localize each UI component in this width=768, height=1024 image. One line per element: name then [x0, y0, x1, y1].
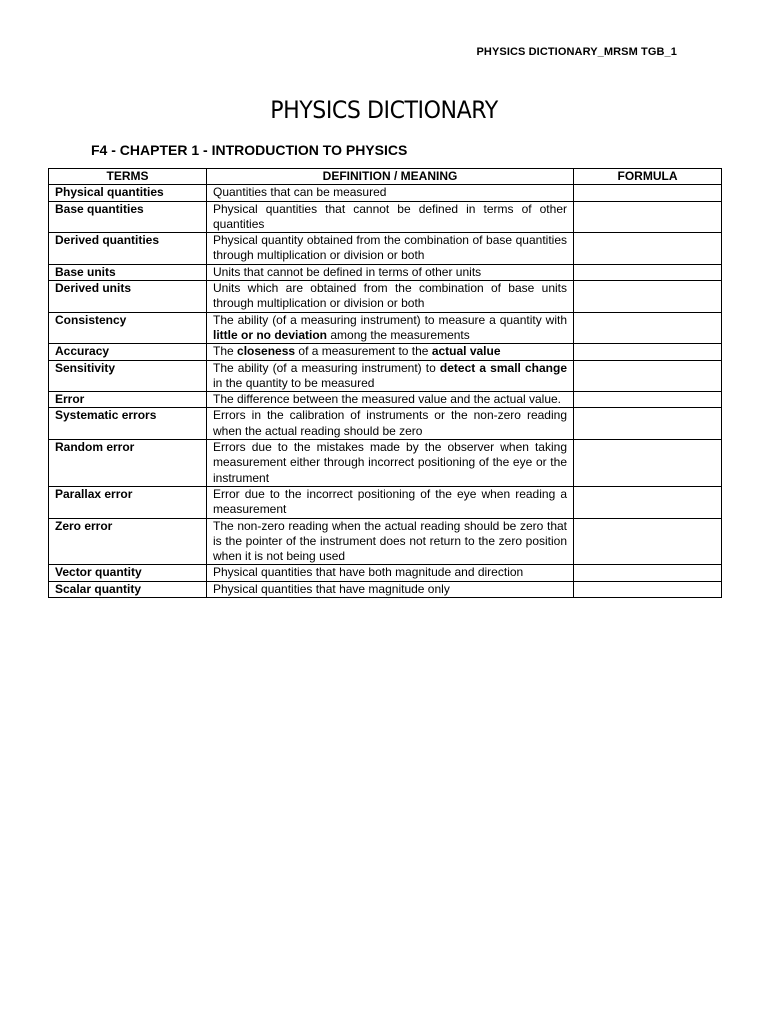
table-row	[49, 440, 722, 487]
table-row	[49, 281, 722, 313]
formula-cell	[574, 185, 722, 201]
definition-text: Units which are obtained from the combination of base units through multiplication or division or both	[213, 281, 567, 311]
formula-cell	[574, 201, 722, 233]
running-header: PHYSICS DICTIONARY_MRSM TGB_1	[476, 46, 677, 58]
definition-text: Errors due to the mistakes made by the observer when taking measurement either through incorrect positioning of the eye or the instrument	[213, 440, 567, 485]
definition-text: Quantities that can be measured	[213, 185, 387, 200]
formula-cell	[574, 312, 722, 344]
definition-text: Physical quantities that have both magnitude and direction	[213, 565, 524, 580]
definition-text: Physical quantity obtained from the combination of base quantities through multiplication or division or both	[213, 233, 567, 263]
definition-cell	[207, 518, 574, 565]
formula-cell	[574, 565, 722, 581]
term-cell: Zero error	[49, 518, 207, 565]
formula-cell	[574, 408, 722, 440]
formula-cell	[574, 281, 722, 313]
formula-cell	[574, 486, 722, 518]
table-row	[49, 344, 722, 360]
table-row	[49, 264, 722, 280]
definition-text: in the quantity to be measured	[213, 375, 375, 390]
definition-text: Physical quantities that have magnitude only	[213, 581, 450, 596]
definition-cell	[207, 233, 574, 265]
term-cell: Consistency	[49, 312, 207, 344]
definition-text: Physical quantities that cannot be defined in terms of other quantities	[213, 201, 567, 231]
definition-cell	[207, 201, 574, 233]
term-cell: Base units	[49, 264, 207, 280]
definition-cell	[207, 581, 574, 597]
definition-cell	[207, 344, 574, 360]
table-header-row	[49, 169, 722, 185]
column-header-terms: TERMS	[49, 169, 207, 185]
column-header-definition: DEFINITION / MEANING	[207, 169, 574, 185]
definition-emphasis: closeness	[237, 344, 296, 359]
definition-cell	[207, 486, 574, 518]
term-cell: Accuracy	[49, 344, 207, 360]
table-row	[49, 185, 722, 201]
formula-cell	[574, 392, 722, 408]
term-cell: Systematic errors	[49, 408, 207, 440]
definition-text: The	[213, 344, 238, 359]
term-cell: Random error	[49, 440, 207, 487]
definition-emphasis: little or no deviation	[213, 327, 328, 342]
term-cell: Vector quantity	[49, 565, 207, 581]
formula-cell	[574, 581, 722, 597]
table-row	[49, 486, 722, 518]
definition-emphasis: detect a small change	[439, 360, 567, 375]
definition-cell	[207, 185, 574, 201]
definition-cell	[207, 408, 574, 440]
table-row	[49, 518, 722, 565]
formula-cell	[574, 360, 722, 392]
table-row	[49, 408, 722, 440]
definition-cell	[207, 440, 574, 487]
term-cell: Base quantities	[49, 201, 207, 233]
table-row	[49, 312, 722, 344]
document-title: PHYSICS DICTIONARY	[270, 96, 498, 124]
table-row	[49, 360, 722, 392]
term-cell: Physical quantities	[49, 185, 207, 201]
table-body	[49, 185, 722, 598]
definition-text: The ability (of a measuring instrument) to	[213, 360, 440, 375]
formula-cell	[574, 233, 722, 265]
definition-emphasis: actual value	[431, 344, 501, 359]
definition-text: The ability (of a measuring instrument) to measure a quantity with	[213, 312, 567, 327]
term-cell: Derived units	[49, 281, 207, 313]
formula-cell	[574, 518, 722, 565]
chapter-heading: F4 - CHAPTER 1 - INTRODUCTION TO PHYSICS	[91, 142, 408, 158]
column-header-formula: FORMULA	[574, 169, 722, 185]
definition-cell	[207, 565, 574, 581]
term-cell: Sensitivity	[49, 360, 207, 392]
definition-text: among the measurements	[327, 327, 470, 342]
dictionary-table	[48, 168, 722, 598]
definition-text: Error due to the incorrect positioning of the eye when reading a measurement	[213, 486, 567, 517]
definition-cell	[207, 312, 574, 344]
formula-cell	[574, 344, 722, 360]
definition-text: Units that cannot be defined in terms of other units	[213, 264, 482, 279]
term-cell: Scalar quantity	[49, 581, 207, 597]
table-row	[49, 201, 722, 233]
term-cell: Error	[49, 392, 207, 408]
definition-text: of a measurement to the	[295, 344, 432, 359]
formula-cell	[574, 440, 722, 487]
table-row	[49, 565, 722, 581]
definition-text: The non-zero reading when the actual reading should be zero that is the pointer of the instrument does not return to the zero position when it is not being used	[213, 518, 567, 564]
definition-cell	[207, 392, 574, 408]
table-row	[49, 581, 722, 597]
definition-cell	[207, 360, 574, 392]
definition-text: The difference between the measured value and the actual value.	[213, 392, 562, 407]
definition-cell	[207, 264, 574, 280]
definition-text: Errors in the calibration of instruments or the non-zero reading when the actual reading should be zero	[213, 408, 567, 438]
formula-cell	[574, 264, 722, 280]
table-row	[49, 392, 722, 408]
term-cell: Parallax error	[49, 486, 207, 518]
term-cell: Derived quantities	[49, 233, 207, 265]
table-row	[49, 233, 722, 265]
definition-cell	[207, 281, 574, 313]
